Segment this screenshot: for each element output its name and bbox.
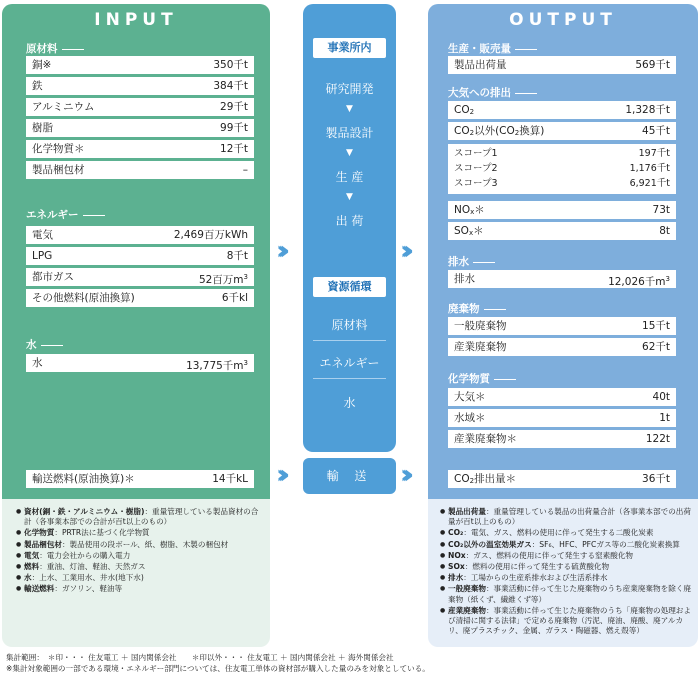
scope-box (448, 144, 676, 194)
input-note: ● 資材(銅・鉄・アルミニウム・樹脂)：重量管理している製品資材の合計（各事業本部での合計が百t以上のもの） (16, 507, 264, 527)
output-row-chem-water: 水域＊ 1t (448, 409, 676, 427)
input-notes (2, 499, 270, 647)
output-row-general-waste: 一般廃棄物 15千t (448, 317, 676, 335)
input-row-electricity: 電気 2,469百万kWh (26, 226, 254, 244)
step-design: 製品設計 (325, 126, 374, 140)
output-row-ghg: CO2以外(CO2換算) 45千t (448, 122, 676, 140)
flow-arrow-icon: ››› (276, 236, 282, 266)
output-notes (428, 499, 698, 647)
input-row-water: 水 13,775千$m^3$ (26, 354, 254, 372)
section-energy-label: エネルギー (26, 207, 105, 222)
output-note: ● 産業廃棄物：事業活動に伴って生じた廃棄物のうち「廃棄物の処理および清掃に関する法律」で定める廃棄物（汚泥、廃油、廃酸、廃アルカリ、廃プラスチック、金属、ガラス・陶磁器、燃え殻等） (440, 606, 692, 637)
output-row-nox: NOx＊ 73t (448, 201, 676, 219)
transport-box: 輸 送 (303, 458, 396, 494)
input-row-resin: 樹脂 99千t (26, 119, 254, 137)
footer-notes (6, 652, 696, 674)
input-note: ● 電気：電力会社からの購入電力 (16, 551, 264, 561)
recycle-energy: エネルギー (319, 356, 380, 370)
step-shipping: 出 荷 (335, 214, 364, 228)
output-note: ● CO₂：電気、ガス、燃料の使用に伴って発生する二酸化炭素 (440, 528, 692, 538)
section-production-label: 生産・販売量 (448, 41, 537, 56)
input-note: ● 輸送燃料：ガソリン、軽油等 (16, 584, 264, 594)
output-row-co2: CO2 1,328千t (448, 101, 676, 119)
section-materials-label: 原材料 (26, 41, 84, 56)
recycle-water: 水 (343, 396, 356, 410)
output-note: ● 製品出荷量：重量管理している製品の出荷量合計（各事業本部での出荷量が百t以上のもの） (440, 507, 692, 527)
input-panel (2, 4, 270, 499)
flow-arrow-icon: ››› (400, 460, 406, 490)
step-rd: 研究開発 (325, 82, 374, 96)
section-air-label: 大気への排出 (448, 85, 537, 100)
section-drainage-label: 排水 (448, 254, 495, 269)
down-arrow-icon: ▼ (346, 192, 353, 202)
recycle-label: 資源循環 (313, 277, 386, 297)
input-row-aluminum: アルミニウム 29千t (26, 98, 254, 116)
output-note: ● SOx：燃料の使用に伴って発生する硫黄酸化物 (440, 562, 692, 572)
output-panel (428, 4, 698, 499)
input-row-iron: 鉄 384千t (26, 77, 254, 95)
output-row-shipments: 製品出荷量 569千t (448, 56, 676, 74)
input-row-copper: 銅※ 350千t (26, 56, 254, 74)
down-arrow-icon: ▼ (346, 148, 353, 158)
output-note: ● 一般廃棄物：事業活動に伴って生じた廃棄物のうち産業廃棄物を除く廃棄物（紙くず、繊維くず等） (440, 584, 692, 604)
output-title: OUTPUT (509, 10, 617, 30)
input-note: ● 製品梱包材：製品使用の段ボール、紙、樹脂、木製の梱包材 (16, 540, 264, 550)
recycle-materials: 原材料 (331, 318, 368, 332)
output-note: ● CO₂以外の温室効果ガス：SF₆、HFC、PFCガス等の二酸化炭素換算 (440, 540, 692, 550)
input-row-packaging: 製品梱包材 – (26, 161, 254, 179)
input-note: ● 水：上水、工業用水、井水(地下水) (16, 573, 264, 583)
center-panel (303, 4, 396, 452)
footer-note: ※集計対象範囲の一部である環境・エネルギー部門については、住友電工単体の資材部が購入した量のみを対象としている。 (6, 664, 430, 673)
flow-arrow-icon: ››› (400, 236, 406, 266)
input-row-lpg: LPG 8千t (26, 247, 254, 265)
input-note: ● 燃料：重油、灯油、軽油、天然ガス (16, 562, 264, 572)
output-row-chem-waste: 産業廃棄物＊ 122t (448, 430, 676, 448)
input-title: INPUT (94, 10, 178, 30)
down-arrow-icon: ▼ (346, 104, 353, 114)
input-note: ● 化学物質：PRTR法に基づく化学物質 (16, 528, 264, 538)
step-production: 生 産 (335, 170, 364, 184)
output-row-scope1: スコープ1 197千t (448, 146, 676, 161)
output-note: ● NOx：ガス、燃料の使用に伴って発生する窒素酸化物 (440, 551, 692, 561)
output-row-sox: SOx＊ 8t (448, 222, 676, 240)
output-row-transport-co2: CO2排出量＊ 36千t (448, 470, 676, 488)
input-row-other-fuel: その他燃料(原油換算) 6千kl (26, 289, 254, 307)
section-water-label: 水 (26, 337, 63, 352)
input-row-city-gas: 都市ガス 52百万$m^3$ (26, 268, 254, 286)
output-row-scope3: スコープ3 6,921千t (448, 176, 676, 191)
output-note: ● 排水：工場からの生産系排水および生活系排水 (440, 573, 692, 583)
section-chemicals-label: 化学物質 (448, 371, 516, 386)
footer-scope: 集計範囲： ＊印・・・ 住友電工 ＋ 国内関係会社 ＊印以外・・・ 住友電工 ＋ 国内関係会社 ＋ 海外関係会社 (6, 653, 394, 662)
output-row-chem-air: 大気＊ 40t (448, 388, 676, 406)
output-row-scope2: スコープ2 1,176千t (448, 161, 676, 176)
flow-arrow-icon: ››› (276, 460, 282, 490)
input-row-chemicals: 化学物質＊ 12千t (26, 140, 254, 158)
output-row-drainage: 排水 12,026千$m^3$ (448, 270, 676, 288)
section-waste-label: 廃棄物 (448, 301, 506, 316)
output-row-industrial-waste: 産業廃棄物 62千t (448, 338, 676, 356)
input-row-transport-fuel: 輸送燃料(原油換算)＊ 14千kL (26, 470, 254, 488)
business-label: 事業所内 (313, 38, 386, 58)
